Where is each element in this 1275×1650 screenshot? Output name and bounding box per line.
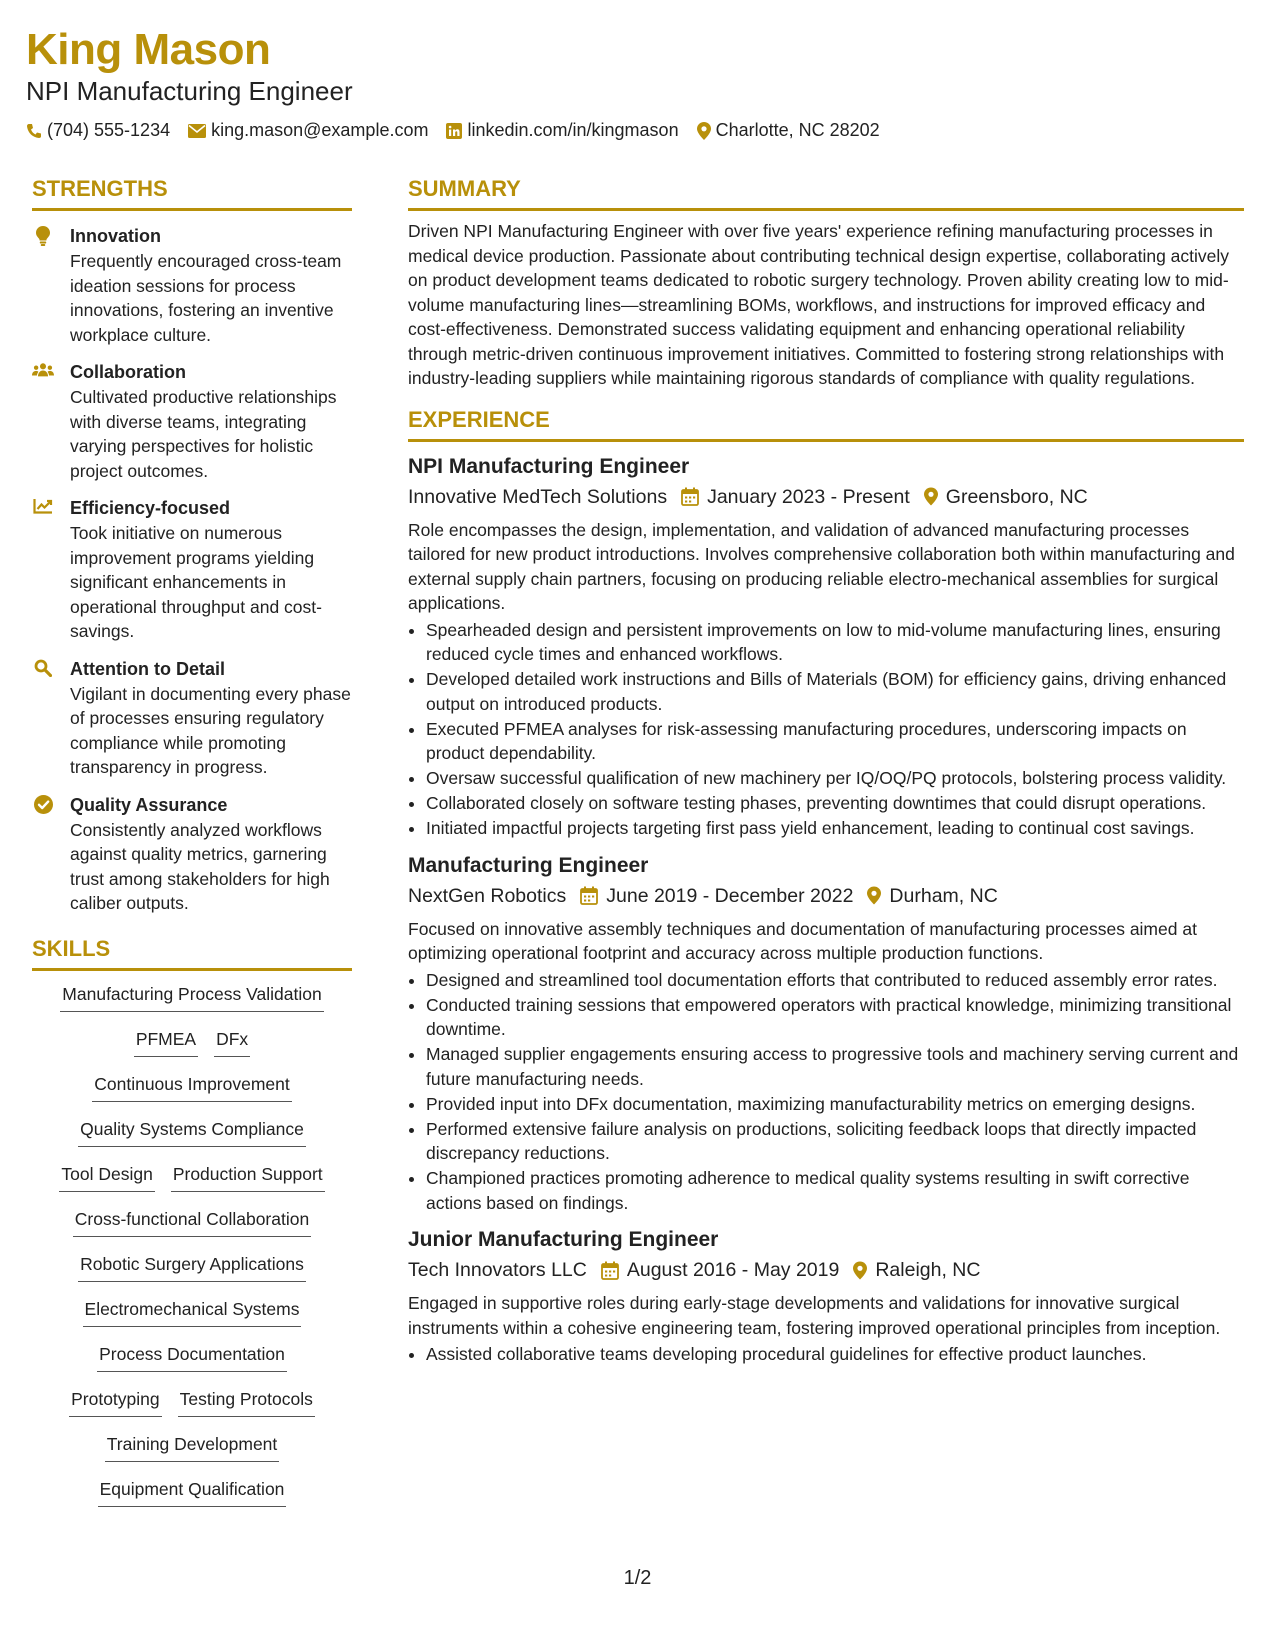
- skill-row: [32, 1069, 352, 1108]
- skill-tag: Training Development: [105, 1429, 280, 1462]
- skill-tag: Process Documentation: [97, 1339, 287, 1372]
- skill-row: [32, 1294, 352, 1333]
- map-pin-icon: [697, 122, 711, 140]
- users-icon: [32, 362, 54, 378]
- job-meta: [408, 484, 1244, 510]
- skill-row: [32, 1429, 352, 1468]
- job-entry: [408, 853, 1244, 1216]
- company-name: Innovative MedTech Solutions: [408, 485, 668, 508]
- company-name: NextGen Robotics: [408, 884, 567, 907]
- dates-text: June 2019 - December 2022: [606, 884, 854, 907]
- phone-text[interactable]: (704) 555-1234: [47, 120, 171, 140]
- envelope-icon: [188, 124, 206, 138]
- skill-tag: Production Support: [171, 1159, 325, 1192]
- location-text: Raleigh, NC: [875, 1259, 981, 1281]
- job-bullet: • Assisted collaborative teams developing procedural guidelines for effective product launches.: [426, 1342, 1244, 1367]
- skill-tag: Prototyping: [69, 1384, 162, 1417]
- job-bullet: • Collaborated closely on software testing phases, preventing downtimes that could disrupt operations.: [426, 791, 1244, 816]
- skill-row: [32, 1024, 352, 1063]
- job-bullet: • Designed and streamlined tool documentation efforts that contributed to reduced assembly error rates.: [426, 968, 1244, 993]
- skill-tag: DFx: [214, 1024, 250, 1057]
- skill-tag: Equipment Qualification: [98, 1474, 287, 1507]
- map-pin-icon: [853, 1261, 867, 1280]
- page-number: 1/2: [623, 1567, 652, 1589]
- job-bullet: • Conducted training sessions that empowered operators with practical knowledge, minimizing transitional downtime.: [426, 993, 1244, 1042]
- left-column: [32, 176, 352, 1513]
- skill-tag: Quality Systems Compliance: [78, 1114, 306, 1147]
- skill-row: [32, 1114, 352, 1153]
- location-text: Greensboro, NC: [945, 485, 1088, 508]
- job-bullets: [408, 618, 1244, 841]
- job-bullet: • Performed extensive failure analysis on productions, soliciting feedback loops that directly impacted discrepancy reductions.: [426, 1117, 1244, 1166]
- magnifier-icon: [34, 659, 52, 677]
- skills-list: [32, 979, 352, 1513]
- candidate-role: NPI Manufacturing Engineer: [26, 76, 353, 106]
- skill-tag: Electromechanical Systems: [83, 1294, 302, 1327]
- strength-title: Innovation: [70, 226, 161, 246]
- job-title: NPI Manufacturing Engineer: [408, 454, 690, 478]
- check-circle-icon: [34, 795, 53, 814]
- map-pin-icon: [867, 886, 881, 905]
- job-bullet: • Oversaw successful qualification of new machinery per IQ/OQ/PQ protocols, bolstering process validity.: [426, 766, 1244, 791]
- skill-tag: Continuous Improvement: [92, 1069, 292, 1102]
- location-text: Durham, NC: [889, 884, 998, 907]
- linkedin-text[interactable]: linkedin.com/in/kingmason: [467, 120, 679, 140]
- skill-tag: PFMEA: [134, 1024, 198, 1057]
- lightbulb-icon: [36, 226, 50, 246]
- skill-row: [32, 1384, 352, 1423]
- job-bullet: • Initiated impactful projects targeting first pass yield enhancement, leading to continual cost savings.: [426, 816, 1244, 841]
- dates-text: January 2023 - Present: [707, 485, 910, 508]
- job-location: [924, 484, 1088, 510]
- skill-tag: Cross-functional Collaboration: [73, 1204, 311, 1237]
- contact-email: [188, 120, 428, 141]
- job-location: [853, 1257, 980, 1283]
- skill-row: [32, 1339, 352, 1378]
- map-pin-icon: [924, 487, 938, 506]
- strength-description: Took initiative on numerous improvement programs yielding significant enhancements in operational throughput and cost-savings.: [70, 523, 322, 641]
- skill-tag: Robotic Surgery Applications: [78, 1249, 306, 1282]
- strength-item: [32, 497, 352, 644]
- candidate-name: King Mason: [26, 25, 271, 74]
- job-dates: [681, 484, 910, 510]
- strength-description: Frequently encouraged cross-team ideation sessions for process innovations, fostering an inventive workplace culture.: [70, 251, 342, 345]
- resume-header: [26, 26, 1246, 141]
- calendar-icon: [580, 886, 598, 905]
- strength-item: [32, 794, 352, 916]
- job-bullets: [408, 1342, 1244, 1367]
- skill-row: [32, 1159, 352, 1198]
- strength-item: [32, 658, 352, 780]
- location-text: Charlotte, NC 28202: [715, 120, 880, 140]
- job-bullet: • Provided input into DFx documentation, maximizing manufacturability metrics on emerging designs.: [426, 1092, 1244, 1117]
- job-description: Focused on innovative assembly techniques and documentation of manufacturing processes aimed at optimizing operational footprint and accuracy across multiple production functions.: [408, 918, 1197, 963]
- dates-text: August 2016 - May 2019: [626, 1259, 840, 1281]
- job-location: [867, 883, 997, 909]
- contact-linkedin: [446, 120, 678, 141]
- strength-description: Consistently analyzed workflows against quality metrics, garnering trust among stakeholders for high caliber outputs.: [70, 819, 330, 913]
- experience-heading: EXPERIENCE: [408, 407, 1244, 442]
- job-bullets: [408, 968, 1244, 1216]
- strength-title: Efficiency-focused: [70, 498, 231, 518]
- company-name: Tech Innovators LLC: [408, 1259, 587, 1281]
- contact-phone: [26, 120, 170, 141]
- right-column: [408, 176, 1244, 1367]
- skills-heading: SKILLS: [32, 936, 352, 971]
- contact-bar: [26, 120, 1246, 141]
- job-entry: [408, 1227, 1244, 1367]
- job-bullet: • Developed detailed work instructions and Bills of Materials (BOM) for efficiency gains, driving enhanced output on introduced products.: [426, 667, 1244, 716]
- strength-item: [32, 361, 352, 483]
- strength-title: Quality Assurance: [70, 794, 228, 815]
- skill-tag: Testing Protocols: [178, 1384, 315, 1417]
- job-bullet: • Championed practices promoting adherence to medical quality systems resulting in swift corrective actions based on findings.: [426, 1166, 1244, 1215]
- chart-line-icon: [33, 498, 53, 514]
- email-text[interactable]: king.mason@example.com: [211, 120, 429, 140]
- strength-item: [32, 225, 352, 347]
- skill-row: [32, 1474, 352, 1513]
- skill-tag: Tool Design: [59, 1159, 154, 1192]
- strength-title: Collaboration: [70, 362, 186, 382]
- job-description: Engaged in supportive roles during early-stage developments and validations for innovative surgical instruments within a cohesive engineering team, fostering improved operational principles from inception.: [408, 1293, 1221, 1338]
- skill-row: [32, 1204, 352, 1243]
- summary-heading: SUMMARY: [408, 176, 1244, 211]
- strength-description: Cultivated productive relationships with diverse teams, integrating varying perspectives for holistic project outcomes.: [70, 387, 337, 481]
- contact-location: [697, 120, 880, 141]
- job-bullet: • Managed supplier engagements ensuring access to progressive tools and machinery serving current and future manufacturing needs.: [426, 1042, 1244, 1091]
- calendar-icon: [681, 487, 699, 506]
- job-description: Role encompasses the design, implementation, and validation of advanced manufacturing processes tailored for new product introductions. Involves comprehensive collaboration both within manufacturing and external supply chain partners, focusing on producing reliable electro-mechanical assemblies for surgical applications.: [408, 519, 1235, 613]
- skill-row: [32, 1249, 352, 1288]
- job-meta: [408, 1257, 1244, 1283]
- summary-text: Driven NPI Manufacturing Engineer with over five years' experience refining manufacturing processes in medical device production. Passionate about contributing technical design expertise, collaborating actively on product development teams dedicated to robotic surgery technology. Proven ability creating low to mid-volume manufacturing lines—streamlining BOMs, workflows, and instructions for improved efficacy and cost-effectiveness. Demonstrated success validating equipment and enhancing operational reliability through metric-driven continuous improvement initiatives. Committed to fostering strong relationships with industry-leading suppliers while maintaining rigorous standards of compliance with quality regulations.: [408, 221, 1230, 388]
- job-dates: [580, 883, 853, 909]
- skill-tag: Manufacturing Process Validation: [60, 979, 323, 1012]
- job-bullet: • Executed PFMEA analyses for risk-assessing manufacturing procedures, underscoring impacts on product dependability.: [426, 717, 1244, 766]
- job-title: Junior Manufacturing Engineer: [408, 1228, 719, 1251]
- job-meta: [408, 883, 1244, 909]
- strength-title: Attention to Detail: [70, 658, 225, 679]
- job-title: Manufacturing Engineer: [408, 853, 649, 877]
- calendar-icon: [601, 1261, 619, 1280]
- skill-row: [32, 979, 352, 1018]
- job-bullet: • Spearheaded design and persistent improvements on low to mid-volume manufacturing lines, ensuring reduced cycle times and enhanced workflows.: [426, 618, 1244, 667]
- strengths-heading: STRENGTHS: [32, 176, 352, 211]
- phone-icon: [26, 123, 42, 139]
- job-entry: [408, 454, 1244, 841]
- strength-description: Vigilant in documenting every phase of processes ensuring regulatory compliance while promoting transparency in progress.: [70, 683, 351, 777]
- linkedin-icon: [446, 123, 462, 139]
- job-dates: [601, 1257, 839, 1283]
